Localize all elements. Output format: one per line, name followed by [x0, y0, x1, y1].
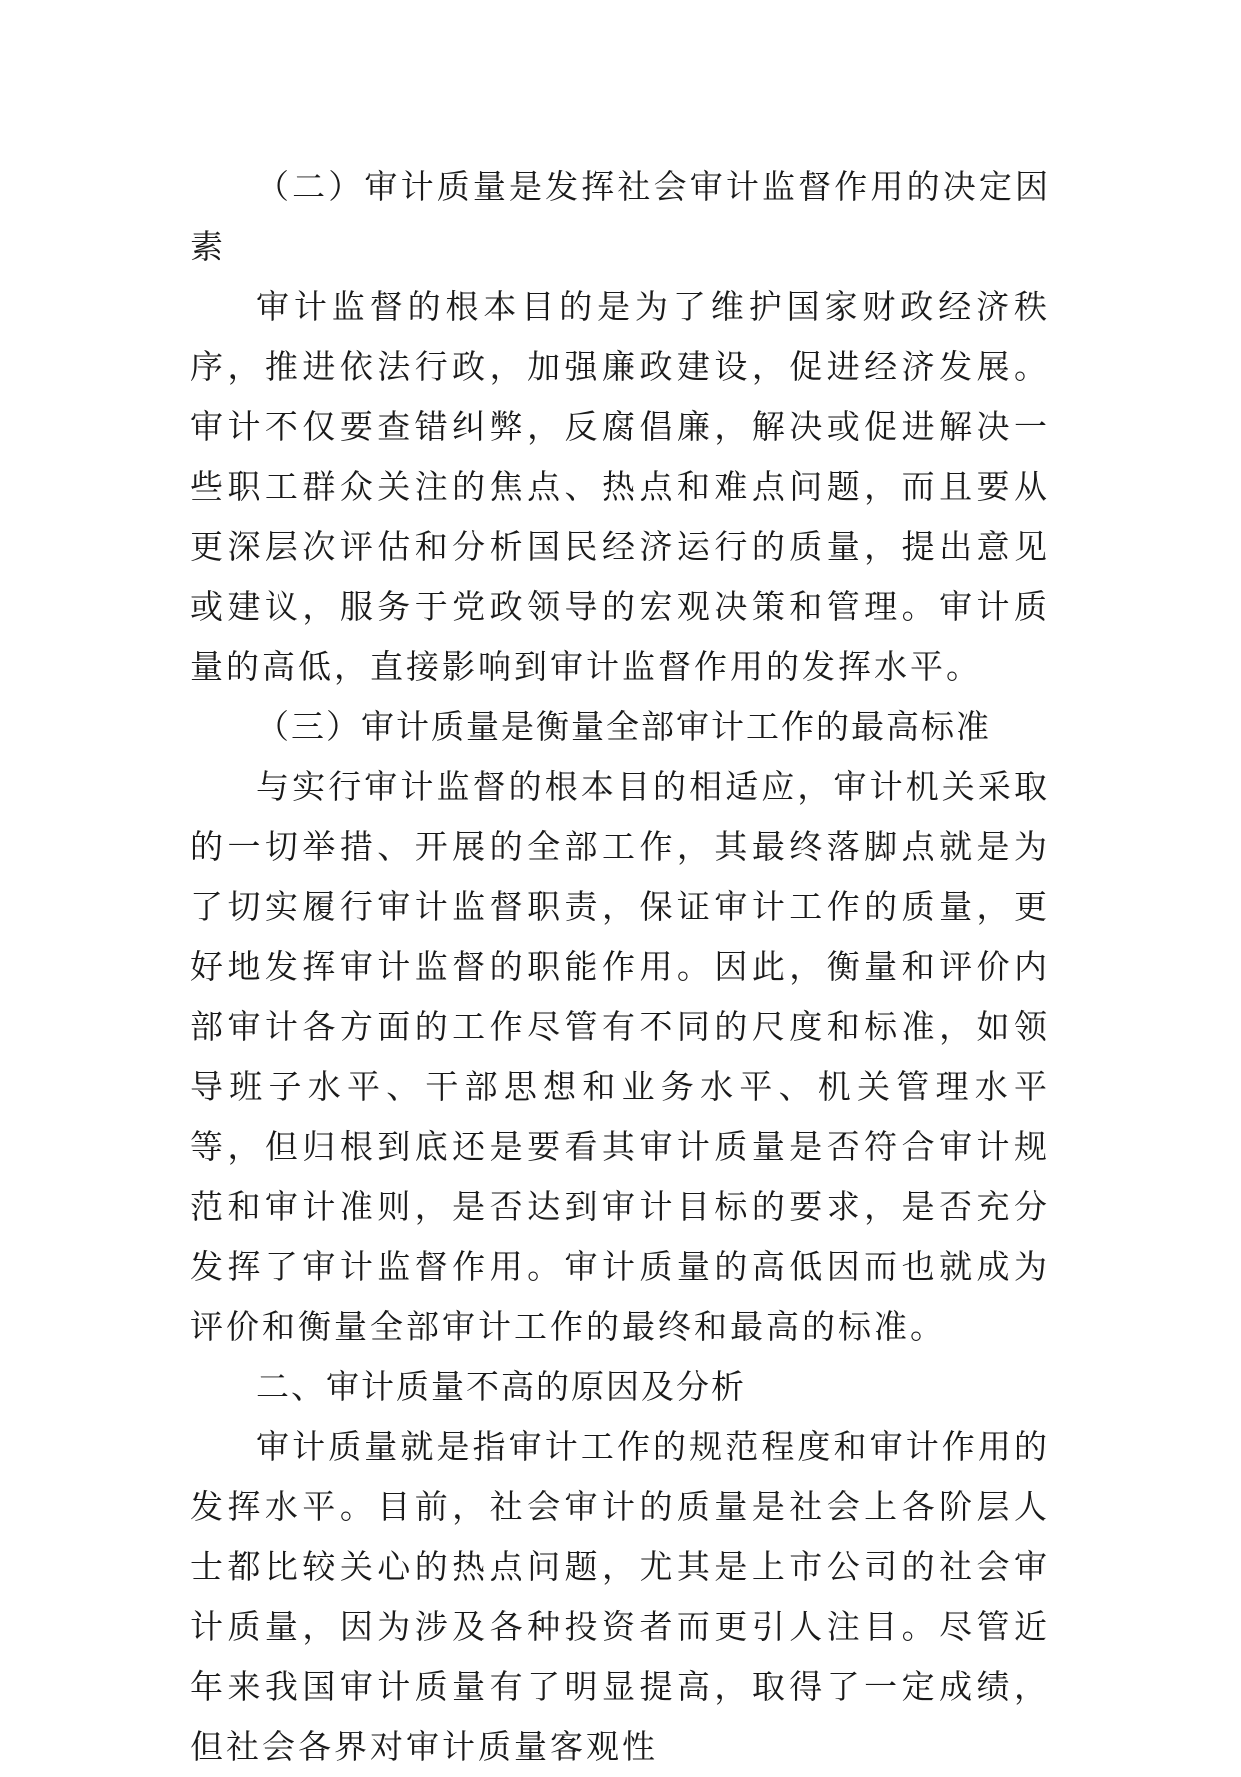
section-heading-2: （二）审计质量是发挥社会审计监督作用的决定因素	[190, 167, 1050, 266]
document-body	[190, 157, 1050, 1777]
section-heading-3: （三）审计质量是衡量全部审计工作的最高标准	[256, 707, 991, 746]
section-paragraph-2: 审计监督的根本目的是为了维护国家财政经济秩序，推进依法行政，加强廉政建设，促进经济发展。审计不仅要查错纠弊，反腐倡廉，解决或促进解决一些职工群众关注的焦点、热点和难点问题，而且要从更深层次评估和分析国民经济运行的质量，提出意见或建议，服务于党政领导的宏观决策和管理。审计质量的高低，直接影响到审计监督作用的发挥水平。	[190, 287, 1050, 686]
chapter-paragraph-2: 审计质量就是指审计工作的规范程度和审计作用的发挥水平。目前，社会审计的质量是社会上各阶层人士都比较关心的热点问题，尤其是上市公司的社会审计质量，因为涉及各种投资者而更引人注目。尽管近年来我国审计质量有了明显提高，取得了一定成绩，但社会各界对审计质量客观性	[190, 1427, 1050, 1766]
section-paragraph-3: 与实行审计监督的根本目的相适应，审计机关采取的一切举措、开展的全部工作，其最终落脚点就是为了切实履行审计监督职责，保证审计工作的质量，更好地发挥审计监督的职能作用。因此，衡量和评价内部审计各方面的工作尽管有不同的尺度和标准，如领导班子水平、干部思想和业务水平、机关管理水平等，但归根到底还是要看其审计质量是否符合审计规范和审计准则，是否达到审计目标的要求，是否充分发挥了审计监督作用。审计质量的高低因而也就成为评价和衡量全部审计工作的最终和最高的标准。	[190, 767, 1050, 1346]
chapter-heading-2: 二、审计质量不高的原因及分析	[256, 1367, 746, 1406]
